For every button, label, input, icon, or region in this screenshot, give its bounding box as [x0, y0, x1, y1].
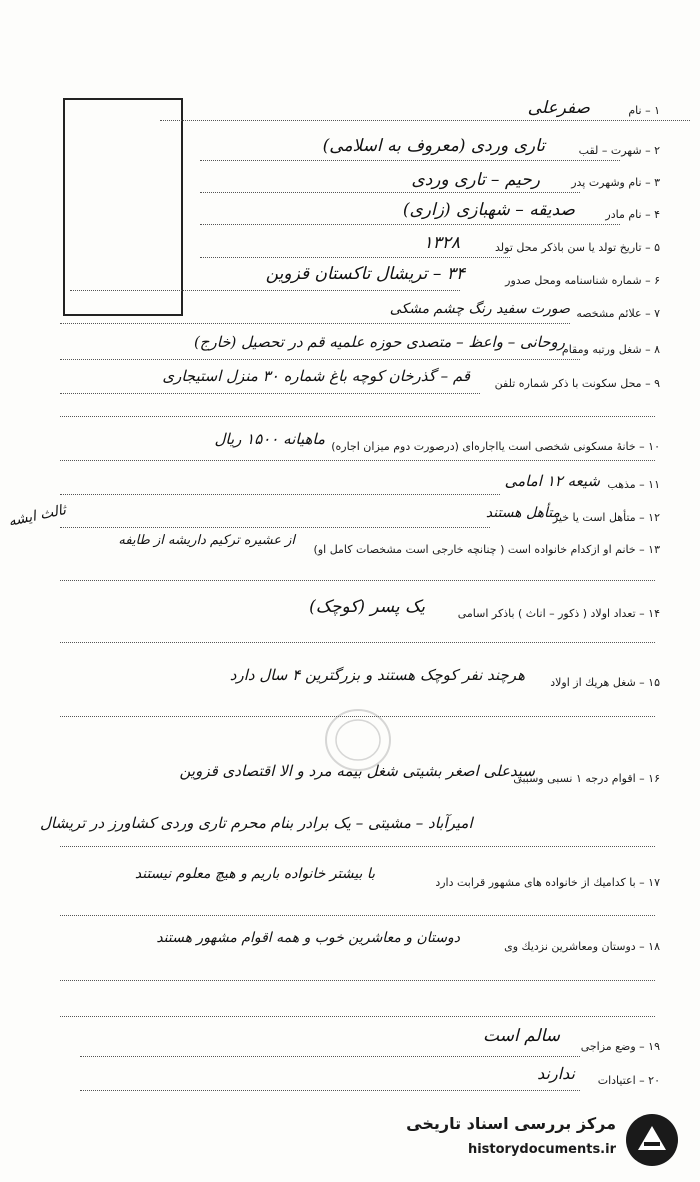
archive-logo-icon	[624, 1112, 680, 1168]
dotted-line	[60, 915, 655, 916]
field-label: ۹ – محل سکونت با ذکر شماره تلفن	[494, 377, 660, 390]
field-label: ۱۲ – متأهل است یا خیر	[552, 511, 660, 524]
field-birth	[40, 233, 660, 261]
dotted-line	[60, 846, 655, 847]
dotted-line	[60, 460, 655, 461]
field-children	[40, 597, 660, 627]
footer-url: historydocuments.ir	[467, 1142, 616, 1157]
field-label: ۱۰ – خانهٔ مسکونی شخصی است یااجاره‌ای (درصورت دوم میزان اجاره)	[331, 440, 660, 453]
dotted-line	[80, 1090, 580, 1091]
field-label: ۱۴ – تعداد اولاد ( ذکور – اناث ) باذکر اسامی	[457, 607, 660, 620]
field-relatives	[40, 762, 660, 792]
handwritten-value: با بیشتر خانواده باریم و هیچ معلوم نیستند	[134, 866, 375, 882]
handwritten-value: سالم است	[483, 1026, 560, 1046]
field-label: ۸ – شغل ورتبه ومقام	[561, 343, 660, 356]
handwritten-value: دوستان و معاشرین خوب و همه اقوام مشهور هستند	[156, 930, 460, 946]
field-children-job	[40, 666, 660, 696]
field-label: ۶ – شماره شناسنامه ومحل صدور	[505, 274, 660, 287]
handwritten-continuation: امیرآباد – مشیتی – یک برادر بنام محرم تاری وردی کشاورز در تریشال	[40, 814, 473, 832]
field-label: ۱۳ – خانم او ازکدام خانواده است ( چنانچه خارجی است مشخصات کامل او)	[313, 543, 660, 556]
field-nickname	[40, 136, 660, 164]
field-mother	[40, 200, 660, 228]
field-married	[40, 505, 660, 531]
footer-title: مرکز بررسی اسناد تاریخی	[406, 1114, 616, 1133]
field-label: ۴ – نام مادر	[605, 208, 660, 221]
handwritten-value: شیعه ۱۲ امامی	[504, 472, 600, 490]
field-label: ۳ – نام وشهرت پدر	[571, 176, 660, 189]
field-health	[40, 1026, 660, 1060]
handwritten-value: صورت سفید رنگ چشم مشکی	[389, 301, 570, 317]
margin-note: ثالث ایشه	[6, 502, 68, 530]
dotted-line	[80, 1056, 580, 1057]
field-label: ۲۰ – اعتیادات	[597, 1074, 660, 1087]
handwritten-value: قم – گذرخان کوچه باغ شماره ۳۰ منزل استیجاری	[162, 367, 470, 385]
handwritten-value: ندارند	[537, 1064, 575, 1083]
field-id	[40, 264, 660, 294]
dotted-line	[160, 120, 690, 121]
handwritten-value: ۱۳۲۸	[423, 233, 460, 253]
dotted-line	[60, 580, 655, 581]
dotted-line	[60, 642, 655, 643]
handwritten-value: از عشیره ترکیم داریشه از طایفه	[118, 533, 295, 548]
handwritten-value: صدیقه – شهبازی (زاری)	[402, 200, 575, 220]
field-friends	[40, 930, 660, 960]
field-house	[40, 430, 660, 460]
dotted-line	[70, 290, 460, 291]
field-features	[40, 301, 660, 327]
field-label: ۱۷ – با کدامیك از خانواده های مشهور قرابت دارد	[435, 876, 660, 889]
field-label: ۵ – تاریخ تولد یا سن باذکر محل تولد	[495, 241, 660, 254]
dotted-line	[60, 980, 655, 981]
dotted-line	[60, 494, 500, 495]
dotted-line	[60, 1016, 655, 1017]
field-label: ۱۹ – وضع مزاجی	[580, 1040, 660, 1053]
field-label: ۱۸ – دوستان ومعاشرین نزدیك وی	[504, 940, 660, 953]
handwritten-value: رحیم – تاری وردی	[411, 170, 540, 190]
handwritten-value: روحانی – واعظ – متصدی حوزه علمیه قم در تحصیل (خارج)	[193, 333, 565, 351]
field-label: ۱ – نام	[628, 104, 660, 117]
field-label: ۲ – شهرت – لقب	[578, 144, 660, 157]
field-job	[40, 333, 660, 363]
handwritten-value: ماهیانه ۱۵۰۰ ریال	[214, 430, 325, 448]
handwritten-value: هرچند نفر کوچک هستند و بزرگترین ۴ سال دارد	[229, 666, 525, 684]
field-wife	[40, 533, 660, 563]
dotted-line	[60, 416, 655, 417]
handwritten-value: ۳۴ – تریشال تاکستان قزوین	[265, 264, 465, 284]
field-addictions	[40, 1064, 660, 1094]
dotted-line	[200, 257, 510, 258]
handwritten-value: صفرعلی	[527, 98, 590, 118]
field-label: ۱۶ – اقوام درجه ۱ نسبی وسببی	[513, 772, 660, 785]
field-father	[40, 170, 660, 196]
dotted-line	[200, 224, 620, 225]
dotted-line	[60, 393, 480, 394]
handwritten-value: سیدعلی اصغر بشیتی شغل بیمه مرد و الا اقتصادی قزوین	[179, 762, 535, 780]
dotted-line	[60, 359, 580, 360]
handwritten-value: متأهل هستند	[485, 505, 560, 521]
field-label: ۷ – علائم مشخصه	[576, 307, 660, 320]
handwritten-value: تاری وردی (معروف به اسلامی)	[322, 136, 545, 156]
field-famous-relatives	[40, 866, 660, 896]
watermark-footer	[406, 1110, 686, 1170]
field-name	[40, 98, 660, 124]
dotted-line	[200, 192, 580, 193]
handwritten-value: یک پسر (کوچک)	[309, 597, 425, 617]
dotted-line	[60, 527, 490, 528]
dotted-line	[60, 323, 570, 324]
field-address	[40, 367, 660, 397]
field-religion	[40, 472, 660, 498]
dotted-line	[200, 160, 620, 161]
field-label: ۱۵ – شغل هریك از اولاد	[550, 676, 660, 689]
field-label: ۱۱ – مذهب	[607, 478, 660, 491]
